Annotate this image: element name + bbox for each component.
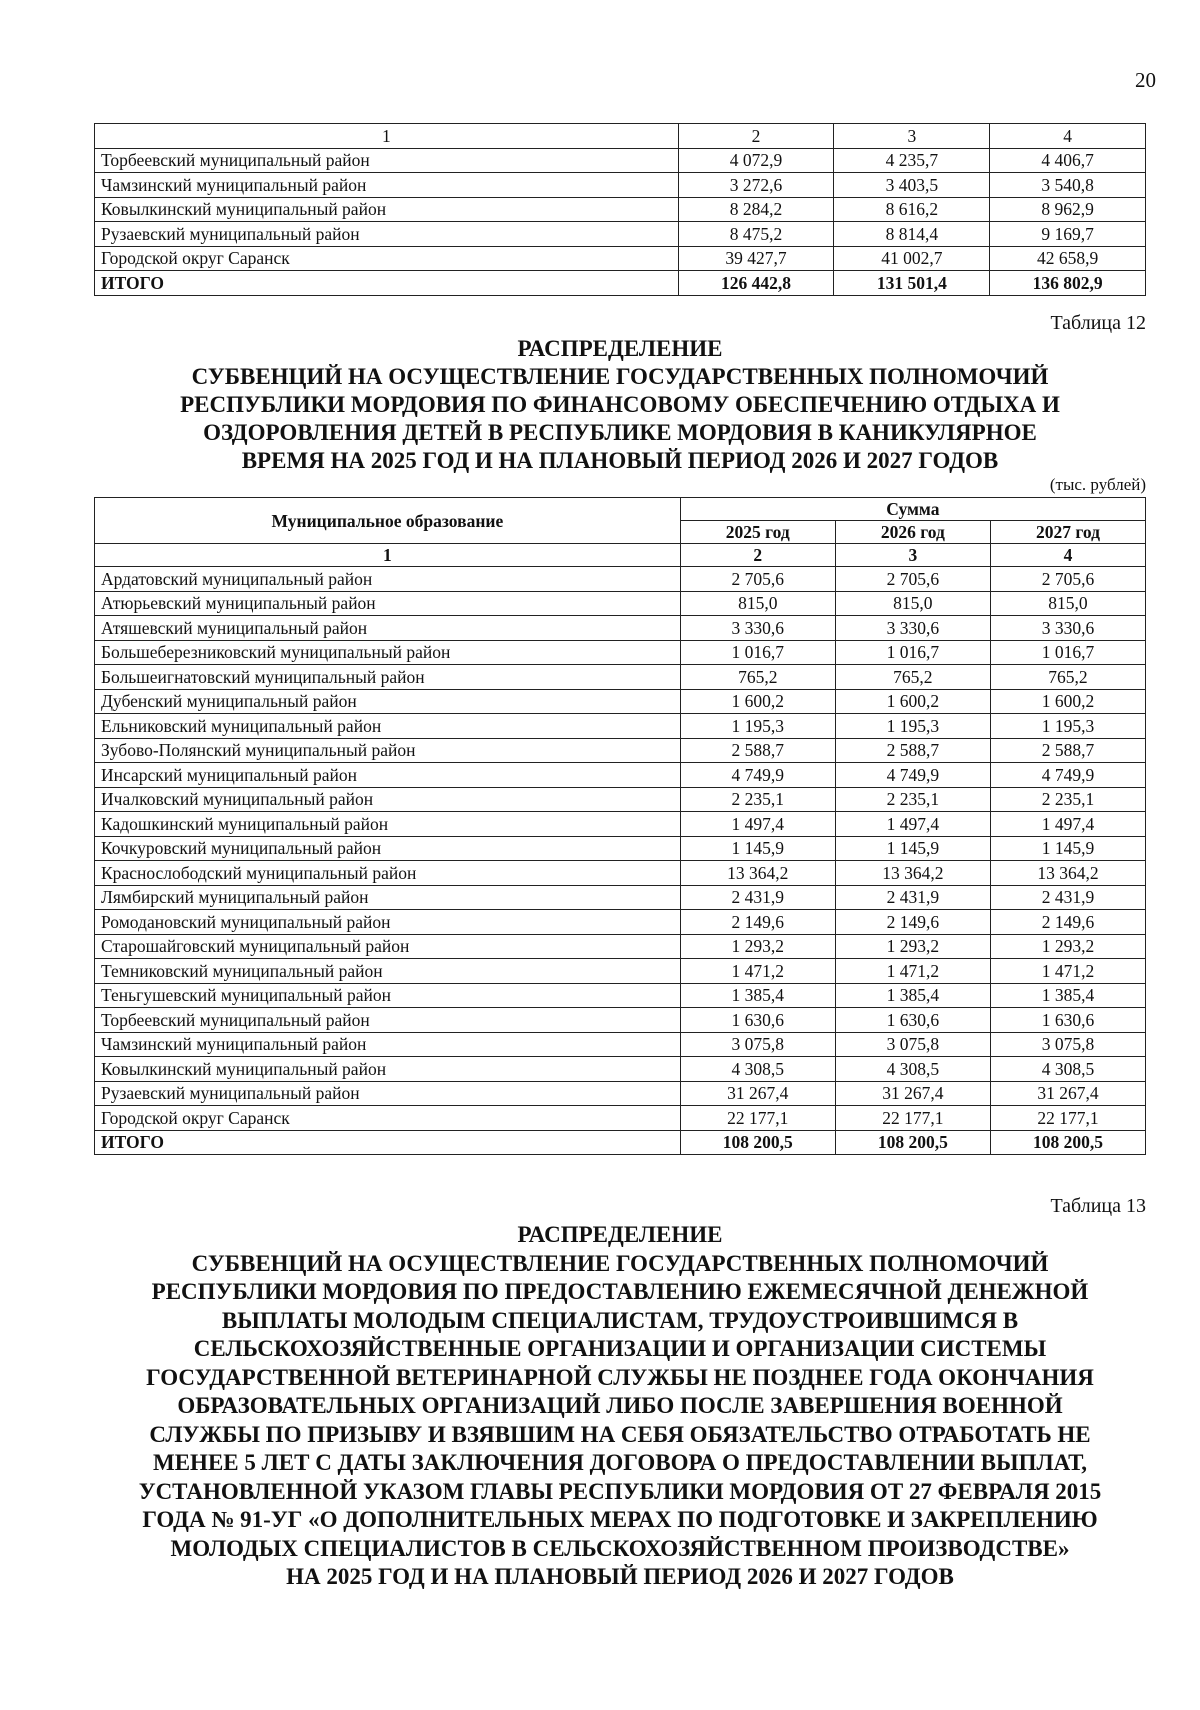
table-row [95,222,1146,247]
value-cell: 4 308,5 [835,1057,990,1082]
value-cell: 1 497,4 [680,812,835,837]
value-cell: 4 235,7 [834,148,990,173]
value-cell: 815,0 [680,591,835,616]
value-cell: 9 169,7 [990,222,1146,247]
municipality-cell: Чамзинский муниципальный район [95,1032,681,1057]
title-line: ОЗДОРОВЛЕНИЯ ДЕТЕЙ В РЕСПУБЛИКЕ МОРДОВИЯ В КАНИКУЛЯРНОЕ [203,420,1037,445]
value-cell: 2 431,9 [990,885,1145,910]
municipality-cell: Ромодановский муниципальный район [95,910,681,935]
value-cell: 3 075,8 [990,1032,1145,1057]
value-cell: 1 293,2 [835,934,990,959]
col-number: 2 [680,544,835,567]
value-cell: 815,0 [990,591,1145,616]
value-cell: 2 705,6 [835,567,990,592]
table-row [95,714,1146,739]
title-line: ВЫПЛАТЫ МОЛОДЫМ СПЕЦИАЛИСТАМ, ТРУДОУСТРОИВШИМСЯ В [221,1307,1019,1333]
municipality-cell: Большеберезниковский муниципальный район [95,640,681,665]
title-line: ГОДА № 91-УГ «О ДОПОЛНИТЕЛЬНЫХ МЕРАХ ПО ПОДГОТОВКЕ И ЗАКРЕПЛЕНИЮ [142,1507,1098,1532]
title-line: СУБВЕНЦИЙ НА ОСУЩЕСТВЛЕНИЕ ГОСУДАРСТВЕННЫХ ПОЛНОМОЧИЙ [191,364,1049,389]
value-cell: 3 075,8 [680,1032,835,1057]
table-row [95,591,1146,616]
value-cell: 2 235,1 [835,787,990,812]
value-cell: 4 308,5 [680,1057,835,1082]
value-cell: 1 630,6 [835,1008,990,1033]
table-row [95,812,1146,837]
value-cell: 1 145,9 [835,836,990,861]
value-cell: 1 145,9 [990,836,1145,861]
table-row [95,246,1146,271]
value-cell: 22 177,1 [680,1106,835,1131]
previous-table [94,123,1146,296]
municipality-cell: Рузаевский муниципальный район [95,222,679,247]
value-cell: 41 002,7 [834,246,990,271]
value-cell: 4 308,5 [990,1057,1145,1082]
municipality-cell: Атюрьевский муниципальный район [95,591,681,616]
column-number-row [95,124,1146,149]
title-line: ВРЕМЯ НА 2025 ГОД И НА ПЛАНОВЫЙ ПЕРИОД 2026 И 2027 ГОДОВ [241,448,999,473]
value-cell: 8 962,9 [990,197,1146,222]
col-number: 1 [95,544,681,567]
municipality-cell: ИТОГО [95,271,679,296]
table-row [95,1032,1146,1057]
value-cell: 765,2 [990,665,1145,690]
value-cell: 3 330,6 [835,616,990,641]
municipality-cell: Теньгушевский муниципальный район [95,983,681,1008]
value-cell: 8 814,4 [834,222,990,247]
table-row [95,787,1146,812]
table-row [95,910,1146,935]
value-cell: 8 284,2 [678,197,834,222]
table13-title [94,1221,1146,1592]
table-row [95,1008,1146,1033]
table-row [95,836,1146,861]
value-cell: 1 600,2 [835,689,990,714]
col-number: 2 [678,124,834,149]
value-cell: 126 442,8 [678,271,834,296]
value-cell: 1 471,2 [680,959,835,984]
value-cell: 2 431,9 [680,885,835,910]
table12-unit: (тыс. рублей) [1049,475,1146,494]
table-row [95,665,1146,690]
value-cell: 1 195,3 [835,714,990,739]
table-row [95,689,1146,714]
municipality-cell: Городской округ Саранск [95,1106,681,1131]
value-cell: 22 177,1 [835,1106,990,1131]
value-cell: 1 195,3 [990,714,1145,739]
table-row [95,959,1146,984]
title-line: СЛУЖБЫ ПО ПРИЗЫВУ И ВЗЯВШИМ НА СЕБЯ ОБЯЗАТЕЛЬСТВО ОТРАБОТАТЬ НЕ [149,1421,1091,1447]
value-cell: 2 431,9 [835,885,990,910]
municipality-cell: ИТОГО [95,1130,681,1155]
sum-header: Сумма [680,498,1145,521]
title-line: УСТАНОВЛЕННОЙ УКАЗОМ ГЛАВЫ РЕСПУБЛИКИ МОРДОВИЯ ОТ 27 ФЕВРАЛЯ 2015 [138,1478,1102,1504]
col-number: 3 [834,124,990,149]
value-cell: 2 588,7 [835,738,990,763]
municipality-cell: Рузаевский муниципальный район [95,1081,681,1106]
value-cell: 2 588,7 [680,738,835,763]
value-cell: 108 200,5 [835,1130,990,1155]
table-row [95,173,1146,198]
value-cell: 31 267,4 [835,1081,990,1106]
title-line: СЕЛЬСКОХОЗЯЙСТВЕННЫЕ ОРГАНИЗАЦИИ И ОРГАНИЗАЦИИ СИСТЕМЫ [193,1336,1047,1361]
value-cell: 4 749,9 [680,763,835,788]
value-cell: 2 149,6 [680,910,835,935]
year-header-2027: 2027 год [990,521,1145,544]
value-cell: 3 272,6 [678,173,834,198]
column-number-row [95,544,1146,567]
municipality-cell: Ардатовский муниципальный район [95,567,681,592]
table-row [95,983,1146,1008]
table12 [94,497,1146,1155]
table12-header [95,498,1146,544]
value-cell: 1 195,3 [680,714,835,739]
municipality-cell: Темниковский муниципальный район [95,959,681,984]
table12-label: Таблица 12 [1050,312,1146,334]
title-line: РЕСПУБЛИКИ МОРДОВИЯ ПО ПРЕДОСТАВЛЕНИЮ ЕЖЕМЕСЯЧНОЙ ДЕНЕЖНОЙ [151,1279,1089,1304]
value-cell: 1 630,6 [990,1008,1145,1033]
table-row [95,1106,1146,1131]
value-cell: 2 149,6 [990,910,1145,935]
municipality-cell: Кадошкинский муниципальный район [95,812,681,837]
table13-label: Таблица 13 [1050,1195,1146,1217]
value-cell: 1 016,7 [835,640,990,665]
value-cell: 1 293,2 [680,934,835,959]
municipality-cell: Торбеевский муниципальный район [95,148,679,173]
title-line: РАСПРЕДЕЛЕНИЕ [517,1222,723,1247]
value-cell: 39 427,7 [678,246,834,271]
table-row [95,861,1146,886]
value-cell: 1 600,2 [680,689,835,714]
municipality-cell: Атяшевский муниципальный район [95,616,681,641]
previous-table-body [95,124,1146,296]
value-cell: 1 471,2 [835,959,990,984]
municipality-cell: Краснослободский муниципальный район [95,861,681,886]
value-cell: 3 330,6 [680,616,835,641]
value-cell: 42 658,9 [990,246,1146,271]
page-number: 20 [1135,68,1156,92]
value-cell: 1 471,2 [990,959,1145,984]
value-cell: 3 540,8 [990,173,1146,198]
value-cell: 2 588,7 [990,738,1145,763]
value-cell: 2 149,6 [835,910,990,935]
value-cell: 3 330,6 [990,616,1145,641]
value-cell: 1 385,4 [835,983,990,1008]
municipality-cell: Ичалковский муниципальный район [95,787,681,812]
value-cell: 4 749,9 [835,763,990,788]
municipality-cell: Городской округ Саранск [95,246,679,271]
title-line: СУБВЕНЦИЙ НА ОСУЩЕСТВЛЕНИЕ ГОСУДАРСТВЕННЫХ ПОЛНОМОЧИЙ [191,1250,1049,1276]
value-cell: 4 406,7 [990,148,1146,173]
value-cell: 131 501,4 [834,271,990,296]
table-row [95,738,1146,763]
municipality-cell: Торбеевский муниципальный район [95,1008,681,1033]
value-cell: 765,2 [835,665,990,690]
value-cell: 765,2 [680,665,835,690]
col-number: 3 [835,544,990,567]
value-cell: 2 705,6 [990,567,1145,592]
value-cell: 1 385,4 [680,983,835,1008]
table-row [95,934,1146,959]
municipality-cell: Лямбирский муниципальный район [95,885,681,910]
value-cell: 1 016,7 [990,640,1145,665]
municipality-cell: Старошайговский муниципальный район [95,934,681,959]
table-row [95,197,1146,222]
value-cell: 13 364,2 [990,861,1145,886]
value-cell: 1 145,9 [680,836,835,861]
value-cell: 1 600,2 [990,689,1145,714]
municipality-cell: Ельниковский муниципальный район [95,714,681,739]
title-line: РЕСПУБЛИКИ МОРДОВИЯ ПО ФИНАНСОВОМУ ОБЕСПЕЧЕНИЮ ОТДЫХА И [180,392,1060,417]
total-row [95,1130,1146,1155]
municipality-cell: Кочкуровский муниципальный район [95,836,681,861]
municipality-cell: Большеигнатовский муниципальный район [95,665,681,690]
title-line: РАСПРЕДЕЛЕНИЕ [517,336,723,361]
value-cell: 22 177,1 [990,1106,1145,1131]
table-row [95,567,1146,592]
total-row [95,271,1146,296]
value-cell: 8 475,2 [678,222,834,247]
value-cell: 4 749,9 [990,763,1145,788]
col-number: 4 [990,124,1146,149]
value-cell: 31 267,4 [680,1081,835,1106]
value-cell: 1 016,7 [680,640,835,665]
value-cell: 815,0 [835,591,990,616]
municipality-header: Муниципальное образование [95,498,681,544]
value-cell: 108 200,5 [680,1130,835,1155]
municipality-cell: Дубенский муниципальный район [95,689,681,714]
table-row [95,148,1146,173]
value-cell: 136 802,9 [990,271,1146,296]
table12-header-row [95,498,1146,521]
table-row [95,763,1146,788]
title-line: МЕНЕЕ 5 ЛЕТ С ДАТЫ ЗАКЛЮЧЕНИЯ ДОГОВОРА О ПРЕДОСТАВЛЕНИИ ВЫПЛАТ, [153,1450,1087,1475]
table-row [95,885,1146,910]
municipality-cell: Чамзинский муниципальный район [95,173,679,198]
value-cell: 1 385,4 [990,983,1145,1008]
municipality-cell: Ковылкинский муниципальный район [95,1057,681,1082]
value-cell: 8 616,2 [834,197,990,222]
table-row [95,1081,1146,1106]
municipality-cell: Ковылкинский муниципальный район [95,197,679,222]
title-line: НА 2025 ГОД И НА ПЛАНОВЫЙ ПЕРИОД 2026 И 2027 ГОДОВ [286,1564,954,1589]
value-cell: 13 364,2 [680,861,835,886]
value-cell: 1 497,4 [990,812,1145,837]
value-cell: 4 072,9 [678,148,834,173]
municipality-cell: Зубово-Полянский муниципальный район [95,738,681,763]
value-cell: 31 267,4 [990,1081,1145,1106]
value-cell: 108 200,5 [990,1130,1145,1155]
value-cell: 2 235,1 [680,787,835,812]
municipality-cell: Инсарский муниципальный район [95,763,681,788]
title-line: МОЛОДЫХ СПЕЦИАЛИСТОВ В СЕЛЬСКОХОЗЯЙСТВЕННОМ ПРОИЗВОДСТВЕ» [170,1535,1070,1561]
value-cell: 2 235,1 [990,787,1145,812]
year-header-2026: 2026 год [835,521,990,544]
value-cell: 1 293,2 [990,934,1145,959]
value-cell: 3 075,8 [835,1032,990,1057]
year-header-2025: 2025 год [680,521,835,544]
table-row [95,616,1146,641]
table12-body [95,544,1146,1155]
col-number: 4 [990,544,1145,567]
table12-title [94,335,1146,475]
table-row [95,1057,1146,1082]
table-row [95,640,1146,665]
value-cell: 13 364,2 [835,861,990,886]
value-cell: 1 497,4 [835,812,990,837]
title-line: ГОСУДАРСТВЕННОЙ ВЕТЕРИНАРНОЙ СЛУЖБЫ НЕ ПОЗДНЕЕ ГОДА ОКОНЧАНИЯ [146,1364,1094,1390]
value-cell: 2 705,6 [680,567,835,592]
col-number: 1 [95,124,679,149]
title-line: ОБРАЗОВАТЕЛЬНЫХ ОРГАНИЗАЦИЙ ЛИБО ПОСЛЕ ЗАВЕРШЕНИЯ ВОЕННОЙ [177,1393,1063,1418]
value-cell: 3 403,5 [834,173,990,198]
value-cell: 1 630,6 [680,1008,835,1033]
